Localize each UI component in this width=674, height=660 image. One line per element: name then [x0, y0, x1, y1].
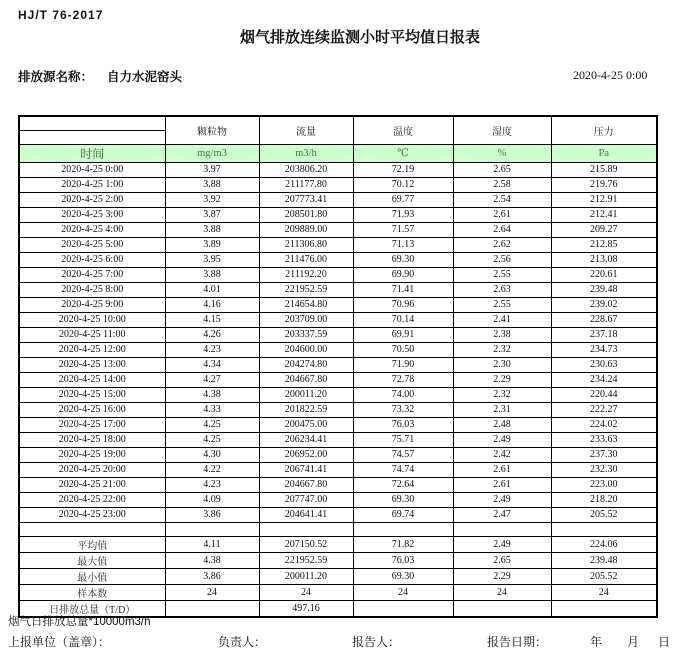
value-cell: 72.64	[353, 477, 453, 492]
value-cell: 2.58	[453, 177, 551, 192]
unit-flow: m3/h	[259, 144, 353, 162]
value-cell: 221952.59	[259, 282, 353, 297]
value-cell: 203337.59	[259, 327, 353, 342]
value-cell: 220.44	[551, 387, 657, 402]
time-cell: 2020-4-25 8:00	[19, 282, 165, 297]
time-cell: 2020-4-25 15:00	[19, 387, 165, 402]
value-cell: 214654.80	[259, 297, 353, 312]
value-cell: 69.91	[353, 327, 453, 342]
source-name-value: 自力水泥窑头	[107, 70, 183, 84]
value-cell: 206952.00	[259, 447, 353, 462]
value-cell: 200011.20	[259, 387, 353, 402]
spacer-cell	[551, 522, 657, 536]
value-cell: 209.27	[551, 222, 657, 237]
value-cell: 4.27	[165, 372, 259, 387]
value-cell: 203709.00	[259, 312, 353, 327]
value-cell: 200011.20	[259, 568, 353, 584]
value-cell: 224.06	[551, 536, 657, 552]
value-cell: 2.64	[453, 222, 551, 237]
spacer-cell	[259, 522, 353, 536]
value-cell: 24	[551, 584, 657, 600]
hourly-row	[19, 177, 657, 192]
hourly-row	[19, 462, 657, 477]
time-cell: 2020-4-25 12:00	[19, 342, 165, 357]
value-cell: 208501.80	[259, 207, 353, 222]
value-cell: 237.18	[551, 327, 657, 342]
hourly-row	[19, 222, 657, 237]
value-cell: 218.20	[551, 492, 657, 507]
value-cell: 4.25	[165, 432, 259, 447]
header-row-units	[19, 144, 657, 162]
value-cell: 24	[259, 584, 353, 600]
value-cell: 204667.80	[259, 477, 353, 492]
value-cell: 2.48	[453, 417, 551, 432]
value-cell: 204274.80	[259, 357, 353, 372]
value-cell: 3.88	[165, 267, 259, 282]
value-cell: 76.03	[353, 552, 453, 568]
value-cell: 4.22	[165, 462, 259, 477]
value-cell	[165, 600, 259, 617]
unit-pm: mg/m3	[165, 144, 259, 162]
hourly-row	[19, 492, 657, 507]
hourly-row	[19, 402, 657, 417]
value-cell: 2.32	[453, 387, 551, 402]
value-cell: 69.74	[353, 507, 453, 522]
unit-temperature: ℃	[353, 144, 453, 162]
hourly-row	[19, 357, 657, 372]
value-cell: 3.92	[165, 192, 259, 207]
value-cell: 4.26	[165, 327, 259, 342]
hourly-row	[19, 477, 657, 492]
time-cell: 2020-4-25 23:00	[19, 507, 165, 522]
value-cell: 71.41	[353, 282, 453, 297]
standard-code: HJ/T 76-2017	[18, 8, 104, 22]
value-cell: 212.41	[551, 207, 657, 222]
value-cell: 2.61	[453, 207, 551, 222]
value-cell: 69.77	[353, 192, 453, 207]
hourly-row	[19, 507, 657, 522]
value-cell: 220.61	[551, 267, 657, 282]
hourly-row	[19, 192, 657, 207]
time-cell: 2020-4-25 22:00	[19, 492, 165, 507]
time-cell: 2020-4-25 3:00	[19, 207, 165, 222]
header-corner-top	[19, 116, 165, 130]
value-cell: 203806.20	[259, 162, 353, 177]
column-header-pressure: 压力	[551, 116, 657, 144]
header-row-names	[19, 116, 657, 130]
time-cell: 2020-4-25 21:00	[19, 477, 165, 492]
year-label: 年	[590, 635, 603, 649]
hourly-row	[19, 327, 657, 342]
value-cell: 3.87	[165, 207, 259, 222]
monitoring-table	[18, 115, 658, 618]
value-cell: 69.30	[353, 568, 453, 584]
hourly-data-rows	[19, 162, 657, 522]
column-header-pm: 颗粒物	[165, 116, 259, 144]
hourly-row	[19, 312, 657, 327]
value-cell: 3.97	[165, 162, 259, 177]
value-cell: 4.30	[165, 447, 259, 462]
value-cell: 2.65	[453, 162, 551, 177]
footer-signature-line	[0, 633, 674, 651]
value-cell: 3.89	[165, 237, 259, 252]
responsible-person-label: 负责人：	[218, 635, 267, 649]
time-cell: 2020-4-25 6:00	[19, 252, 165, 267]
time-cell: 2020-4-25 4:00	[19, 222, 165, 237]
value-cell: 74.00	[353, 387, 453, 402]
value-cell: 70.12	[353, 177, 453, 192]
column-header-temperature: 温度	[353, 116, 453, 144]
summary-label-cell: 最大值	[19, 552, 165, 568]
spacer-cell	[165, 522, 259, 536]
value-cell: 207150.52	[259, 536, 353, 552]
time-cell: 2020-4-25 20:00	[19, 462, 165, 477]
value-cell: 219.76	[551, 177, 657, 192]
value-cell: 24	[453, 584, 551, 600]
value-cell: 2.56	[453, 252, 551, 267]
value-cell: 201822.59	[259, 402, 353, 417]
report-datetime: 2020-4-25 0:00	[573, 68, 648, 82]
summary-row	[19, 568, 657, 584]
hourly-row	[19, 237, 657, 252]
summary-row	[19, 552, 657, 568]
value-cell: 204600.00	[259, 342, 353, 357]
value-cell: 233.63	[551, 432, 657, 447]
value-cell: 211192.20	[259, 267, 353, 282]
value-cell: 4.15	[165, 312, 259, 327]
value-cell: 2.55	[453, 267, 551, 282]
value-cell: 70.96	[353, 297, 453, 312]
value-cell: 76.03	[353, 417, 453, 432]
time-cell: 2020-4-25 2:00	[19, 192, 165, 207]
summary-row	[19, 584, 657, 600]
summary-row	[19, 536, 657, 552]
value-cell: 211177.80	[259, 177, 353, 192]
month-label: 月	[627, 635, 640, 649]
value-cell: 73.32	[353, 402, 453, 417]
value-cell: 4.34	[165, 357, 259, 372]
reporting-unit-label: 上报单位（盖章）：	[8, 635, 111, 649]
value-cell: 2.38	[453, 327, 551, 342]
value-cell: 4.01	[165, 282, 259, 297]
column-header-humidity: 湿度	[453, 116, 551, 144]
value-cell: 2.32	[453, 342, 551, 357]
value-cell: 71.13	[353, 237, 453, 252]
footer-note: 烟气日排放总量*10000m3/h	[8, 616, 151, 628]
value-cell: 69.30	[353, 492, 453, 507]
report-date-label: 报告日期：	[487, 635, 548, 649]
hourly-row	[19, 387, 657, 402]
hourly-row	[19, 417, 657, 432]
time-cell: 2020-4-25 1:00	[19, 177, 165, 192]
value-cell: 4.23	[165, 477, 259, 492]
time-cell: 2020-4-25 9:00	[19, 297, 165, 312]
value-cell: 239.48	[551, 282, 657, 297]
hourly-row	[19, 432, 657, 447]
hourly-row	[19, 207, 657, 222]
value-cell: 228.67	[551, 312, 657, 327]
summary-label-cell: 平均值	[19, 536, 165, 552]
value-cell: 2.49	[453, 432, 551, 447]
value-cell: 69.90	[353, 267, 453, 282]
value-cell: 207747.00	[259, 492, 353, 507]
hourly-row	[19, 372, 657, 387]
value-cell: 209889.00	[259, 222, 353, 237]
summary-label-cell: 样本数	[19, 584, 165, 600]
time-cell: 2020-4-25 11:00	[19, 327, 165, 342]
value-cell: 2.61	[453, 477, 551, 492]
value-cell: 239.48	[551, 552, 657, 568]
value-cell: 2.30	[453, 357, 551, 372]
value-cell: 3.86	[165, 507, 259, 522]
spacer-cell	[453, 522, 551, 536]
value-cell: 71.90	[353, 357, 453, 372]
value-cell: 223.00	[551, 477, 657, 492]
time-cell: 2020-4-25 5:00	[19, 237, 165, 252]
value-cell: 74.74	[353, 462, 453, 477]
hourly-row	[19, 267, 657, 282]
spacer-cell	[19, 522, 165, 536]
day-label: 日	[658, 635, 671, 649]
value-cell: 222.27	[551, 402, 657, 417]
spacer-row	[19, 522, 657, 536]
time-cell: 2020-4-25 0:00	[19, 162, 165, 177]
value-cell: 3.88	[165, 222, 259, 237]
value-cell: 2.31	[453, 402, 551, 417]
value-cell: 2.29	[453, 372, 551, 387]
value-cell: 212.85	[551, 237, 657, 252]
value-cell: 2.65	[453, 552, 551, 568]
value-cell: 2.55	[453, 297, 551, 312]
value-cell: 230.63	[551, 357, 657, 372]
hourly-row	[19, 282, 657, 297]
value-cell: 4.09	[165, 492, 259, 507]
summary-rows	[19, 536, 657, 617]
value-cell: 2.41	[453, 312, 551, 327]
value-cell: 206234.41	[259, 432, 353, 447]
time-cell: 2020-4-25 17:00	[19, 417, 165, 432]
value-cell: 2.29	[453, 568, 551, 584]
value-cell: 497.16	[259, 600, 353, 617]
value-cell: 212.91	[551, 192, 657, 207]
time-cell: 2020-4-25 10:00	[19, 312, 165, 327]
hourly-row	[19, 162, 657, 177]
value-cell: 211476.00	[259, 252, 353, 267]
summary-label-cell: 日排放总量（T/D）	[19, 600, 165, 617]
header-corner-bottom	[19, 130, 165, 144]
value-cell: 204667.80	[259, 372, 353, 387]
value-cell	[353, 600, 453, 617]
value-cell: 72.19	[353, 162, 453, 177]
value-cell: 200475.00	[259, 417, 353, 432]
spacer-block	[19, 522, 657, 536]
value-cell: 2.63	[453, 282, 551, 297]
time-cell: 2020-4-25 19:00	[19, 447, 165, 462]
value-cell: 70.14	[353, 312, 453, 327]
value-cell: 224.02	[551, 417, 657, 432]
value-cell: 234.73	[551, 342, 657, 357]
value-cell	[551, 600, 657, 617]
value-cell: 3.88	[165, 177, 259, 192]
value-cell: 215.89	[551, 162, 657, 177]
sub-header	[18, 67, 656, 86]
value-cell: 2.54	[453, 192, 551, 207]
time-cell: 2020-4-25 16:00	[19, 402, 165, 417]
value-cell: 74.57	[353, 447, 453, 462]
value-cell: 4.11	[165, 536, 259, 552]
value-cell: 71.57	[353, 222, 453, 237]
value-cell: 204641.41	[259, 507, 353, 522]
value-cell: 211306.80	[259, 237, 353, 252]
value-cell: 239.02	[551, 297, 657, 312]
value-cell: 213.08	[551, 252, 657, 267]
time-cell: 2020-4-25 18:00	[19, 432, 165, 447]
value-cell: 4.38	[165, 387, 259, 402]
value-cell: 4.25	[165, 417, 259, 432]
hourly-row	[19, 447, 657, 462]
value-cell: 221952.59	[259, 552, 353, 568]
value-cell: 75.71	[353, 432, 453, 447]
value-cell: 2.47	[453, 507, 551, 522]
value-cell: 3.86	[165, 568, 259, 584]
hourly-row	[19, 342, 657, 357]
unit-humidity: %	[453, 144, 551, 162]
spacer-cell	[353, 522, 453, 536]
column-header-flow: 流量	[259, 116, 353, 144]
time-cell: 2020-4-25 14:00	[19, 372, 165, 387]
value-cell: 206741.41	[259, 462, 353, 477]
value-cell: 4.38	[165, 552, 259, 568]
reporter-label: 报告人：	[352, 635, 401, 649]
value-cell: 24	[353, 584, 453, 600]
value-cell: 234.24	[551, 372, 657, 387]
value-cell: 2.49	[453, 536, 551, 552]
unit-pressure: Pa	[551, 144, 657, 162]
value-cell: 207773.41	[259, 192, 353, 207]
value-cell: 2.49	[453, 492, 551, 507]
value-cell: 3.95	[165, 252, 259, 267]
value-cell: 205.52	[551, 568, 657, 584]
value-cell: 69.30	[353, 252, 453, 267]
source-name-label: 排放源名称：	[18, 70, 94, 84]
value-cell: 232.30	[551, 462, 657, 477]
hourly-row	[19, 297, 657, 312]
time-column-header: 时间	[19, 144, 165, 162]
time-cell: 2020-4-25 13:00	[19, 357, 165, 372]
value-cell: 4.16	[165, 297, 259, 312]
value-cell: 205.52	[551, 507, 657, 522]
table-header-block	[19, 116, 657, 162]
value-cell: 24	[165, 584, 259, 600]
value-cell: 2.62	[453, 237, 551, 252]
value-cell	[453, 600, 551, 617]
value-cell: 71.82	[353, 536, 453, 552]
value-cell: 4.33	[165, 402, 259, 417]
value-cell: 4.23	[165, 342, 259, 357]
value-cell: 237.30	[551, 447, 657, 462]
value-cell: 71.93	[353, 207, 453, 222]
value-cell: 72.78	[353, 372, 453, 387]
hourly-row	[19, 252, 657, 267]
value-cell: 2.42	[453, 447, 551, 462]
value-cell: 70.50	[353, 342, 453, 357]
page-title: 烟气排放连续监测小时平均值日报表	[239, 29, 481, 46]
value-cell: 2.61	[453, 462, 551, 477]
time-cell: 2020-4-25 7:00	[19, 267, 165, 282]
summary-label-cell: 最小值	[19, 568, 165, 584]
